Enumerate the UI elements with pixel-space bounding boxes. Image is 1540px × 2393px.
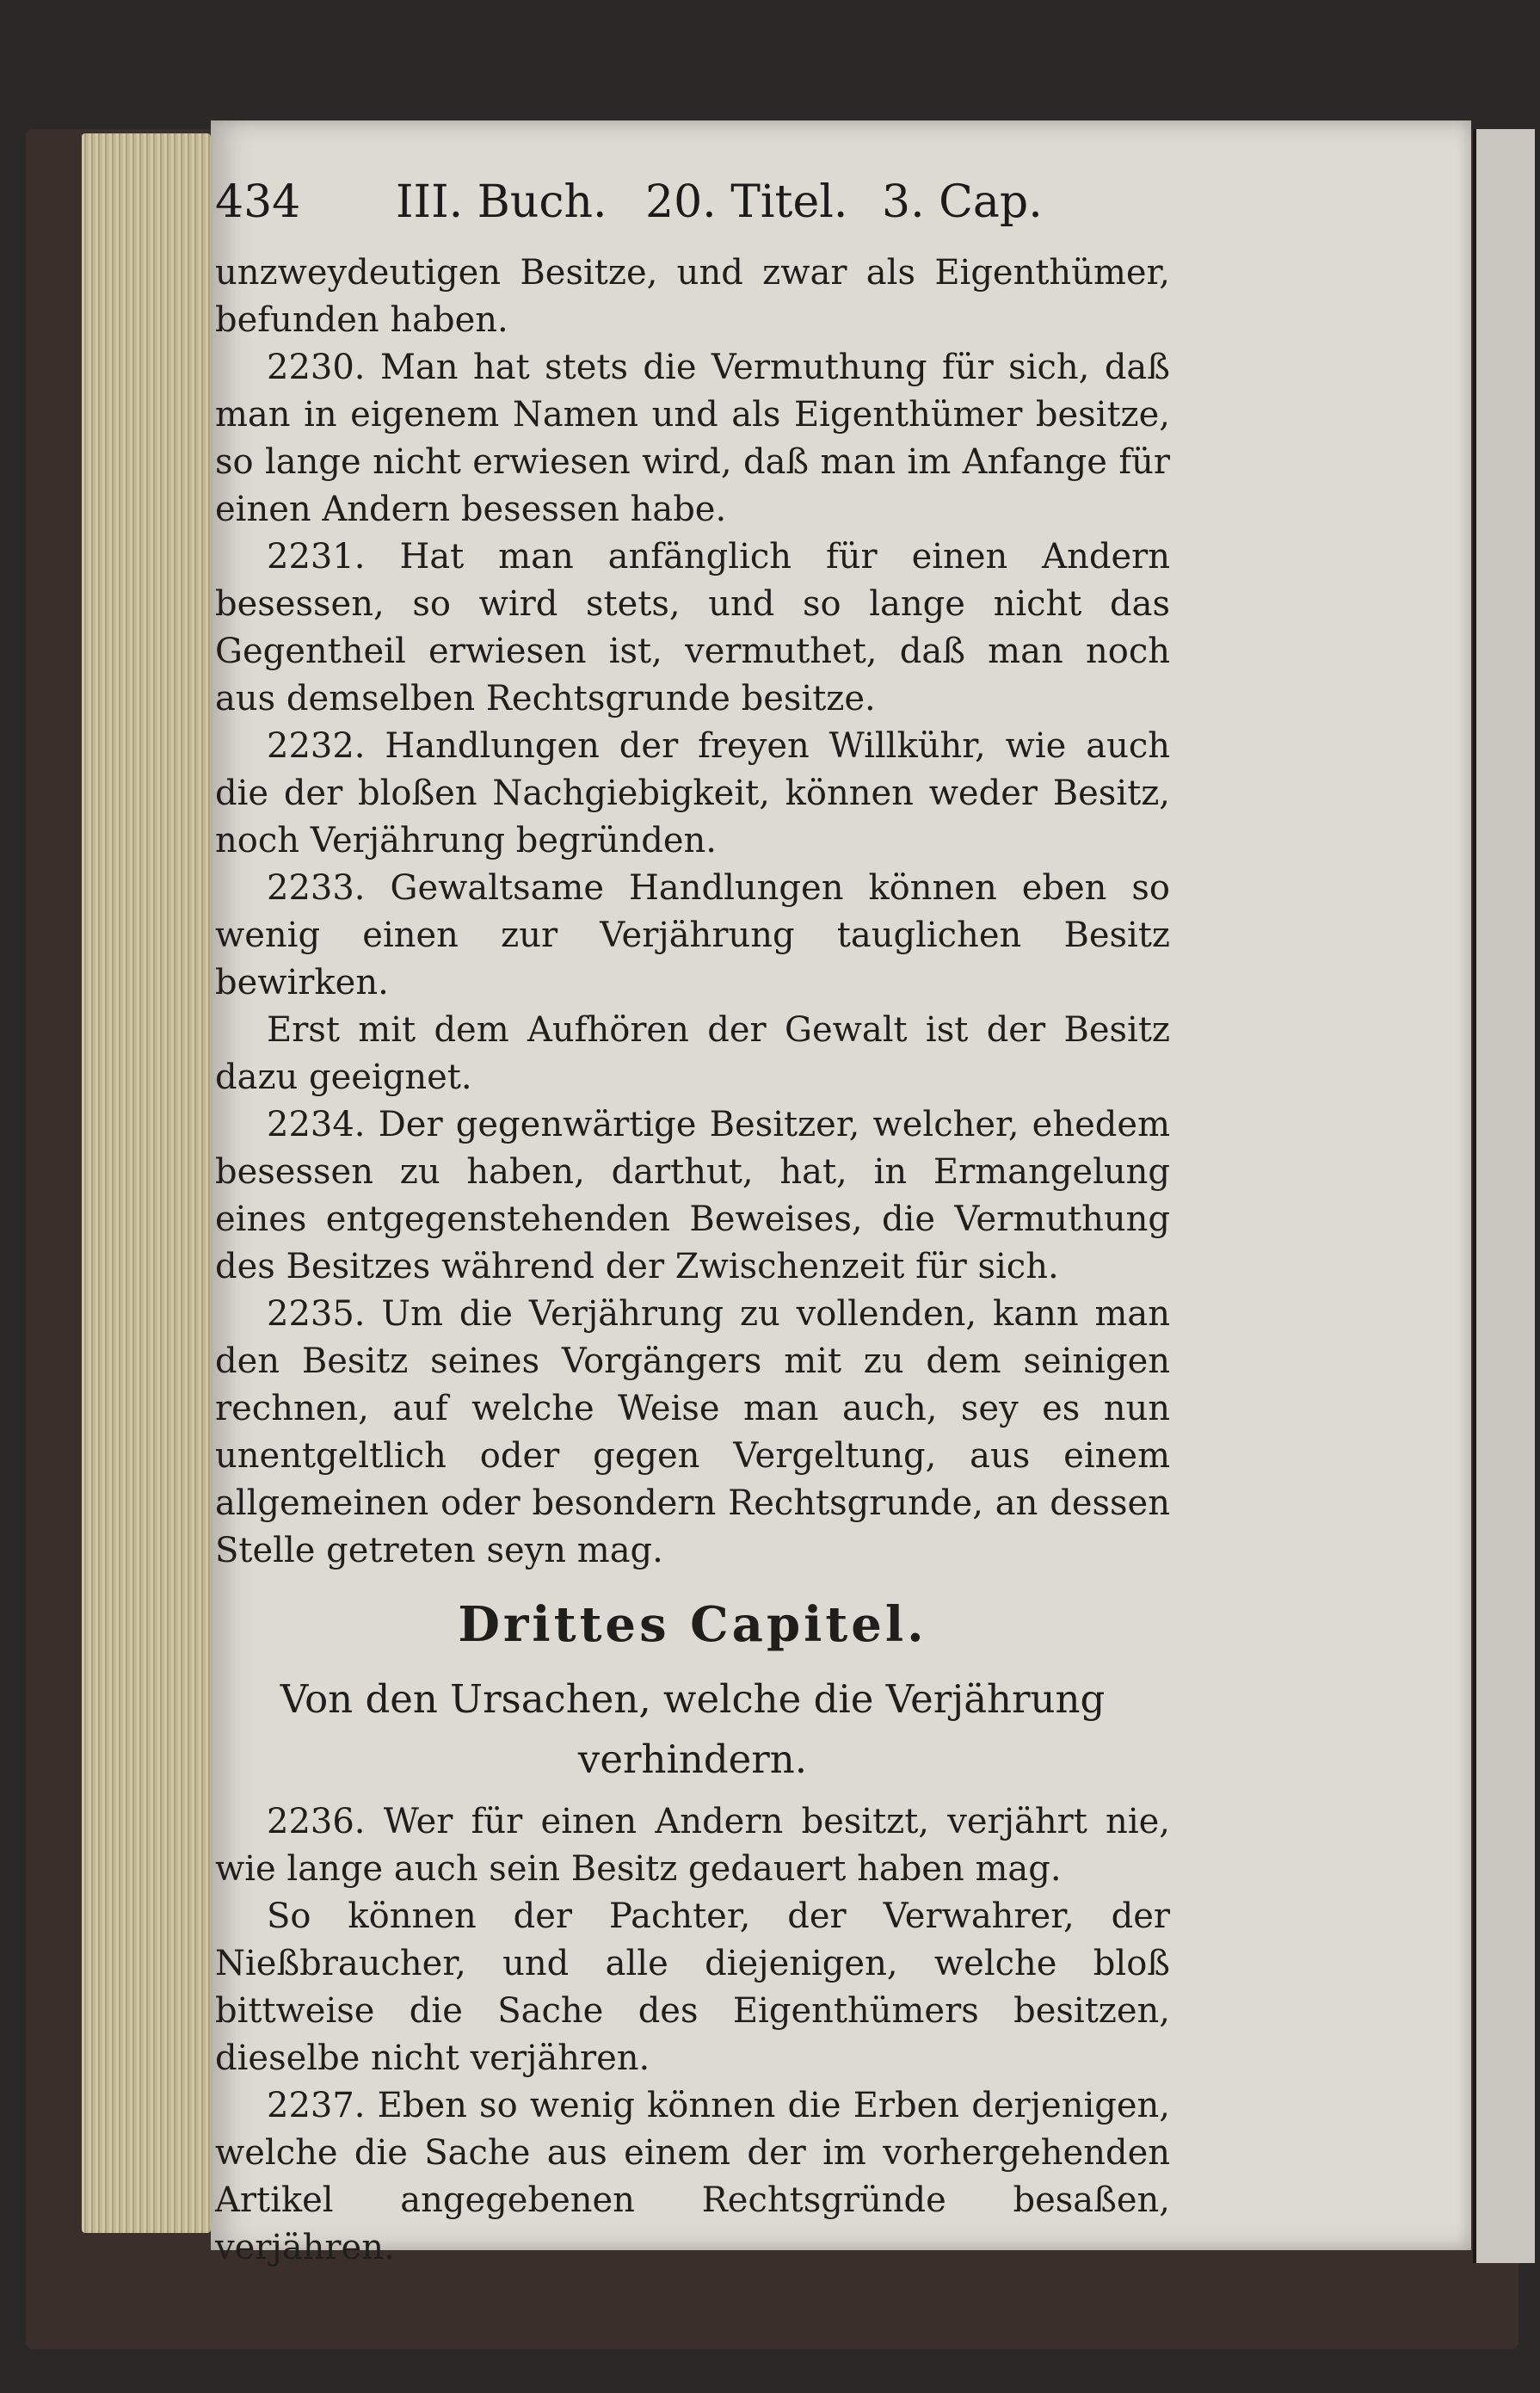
paragraph-2231: 2231. Hat man anfänglich für einen Andern besessen, so wird stets, und so lange nicht das Gegentheil erwiesen ist, vermuthet, daß man noch aus demselben Rechtsgrunde besitze. [215, 537, 1170, 719]
paragraph-2230: 2230. Man hat stets die Vermuthung für sich, daß man in eigenem Namen und als Eigenthümer besitze, so lange nicht erwiesen wird, daß man im Anfange für einen Andern besessen habe. [215, 348, 1170, 529]
running-header [215, 176, 1187, 237]
page-body [215, 250, 1170, 2272]
paragraph-2234: 2234. Der gegenwärtige Besitzer, welcher, ehedem besessen zu haben, darthut, hat, in Ermangelung eines entgegenstehenden Beweises, die Vermuthung des Besitzes während der Zwischenzeit für sich. [215, 1105, 1170, 1286]
chapter-subtitle: Von den Ursachen, welche die Verjährung verhindern. [280, 1676, 1106, 1782]
paragraph-2232: 2232. Handlungen der freyen Willkühr, wie auch die der bloßen Nachgiebigkeit, können weder Besitz, noch Verjährung begründen. [215, 726, 1170, 860]
header-title: 20. Titel. [645, 176, 848, 228]
paragraph-2237: 2237. Eben so wenig können die Erben derjenigen, welche die Sache aus einem der im vorhergehenden Artikel angegebenen Rechtsgründe besaßen, verjähren. [215, 2086, 1170, 2267]
paragraph-2236-continued: So können der Pachter, der Verwahrer, der Nießbraucher, und alle diejenigen, welche bloß bittweise die Sache des Eigenthümers besitzen, dieselbe nicht verjähren. [215, 1897, 1170, 2078]
header-chapter: 3. Cap. [882, 176, 1043, 228]
paragraph: unzweydeutigen Besitze, und zwar als Eigenthümer, befunden haben. [215, 253, 1170, 340]
page-number: 434 [215, 176, 301, 228]
paragraph-2233: 2233. Gewaltsame Handlungen können eben so wenig einen zur Verjährung tauglichen Besitz bewirken. [215, 868, 1170, 1002]
paragraph-2233-continued: Erst mit dem Aufhören der Gewalt ist der Besitz dazu geeignet. [215, 1010, 1170, 1097]
facing-page-edge [1473, 129, 1535, 2263]
paragraph-2236: 2236. Wer für einen Andern besitzt, verjährt nie, wie lange auch sein Besitz gedauert haben mag. [215, 1802, 1170, 1889]
page-edges [82, 133, 211, 2233]
paragraph-2235: 2235. Um die Verjährung zu vollenden, kann man den Besitz seines Vorgängers mit zu dem seinigen rechnen, auf welche Weise man auch, sey es nun unentgeltlich oder gegen Vergeltung, aus einem allgemeinen oder besondern Rechtsgrunde, an dessen Stelle getreten seyn mag. [215, 1294, 1170, 1570]
chapter-title: Drittes Capitel. [458, 1596, 927, 1653]
header-book: III. Buch. [396, 176, 607, 228]
